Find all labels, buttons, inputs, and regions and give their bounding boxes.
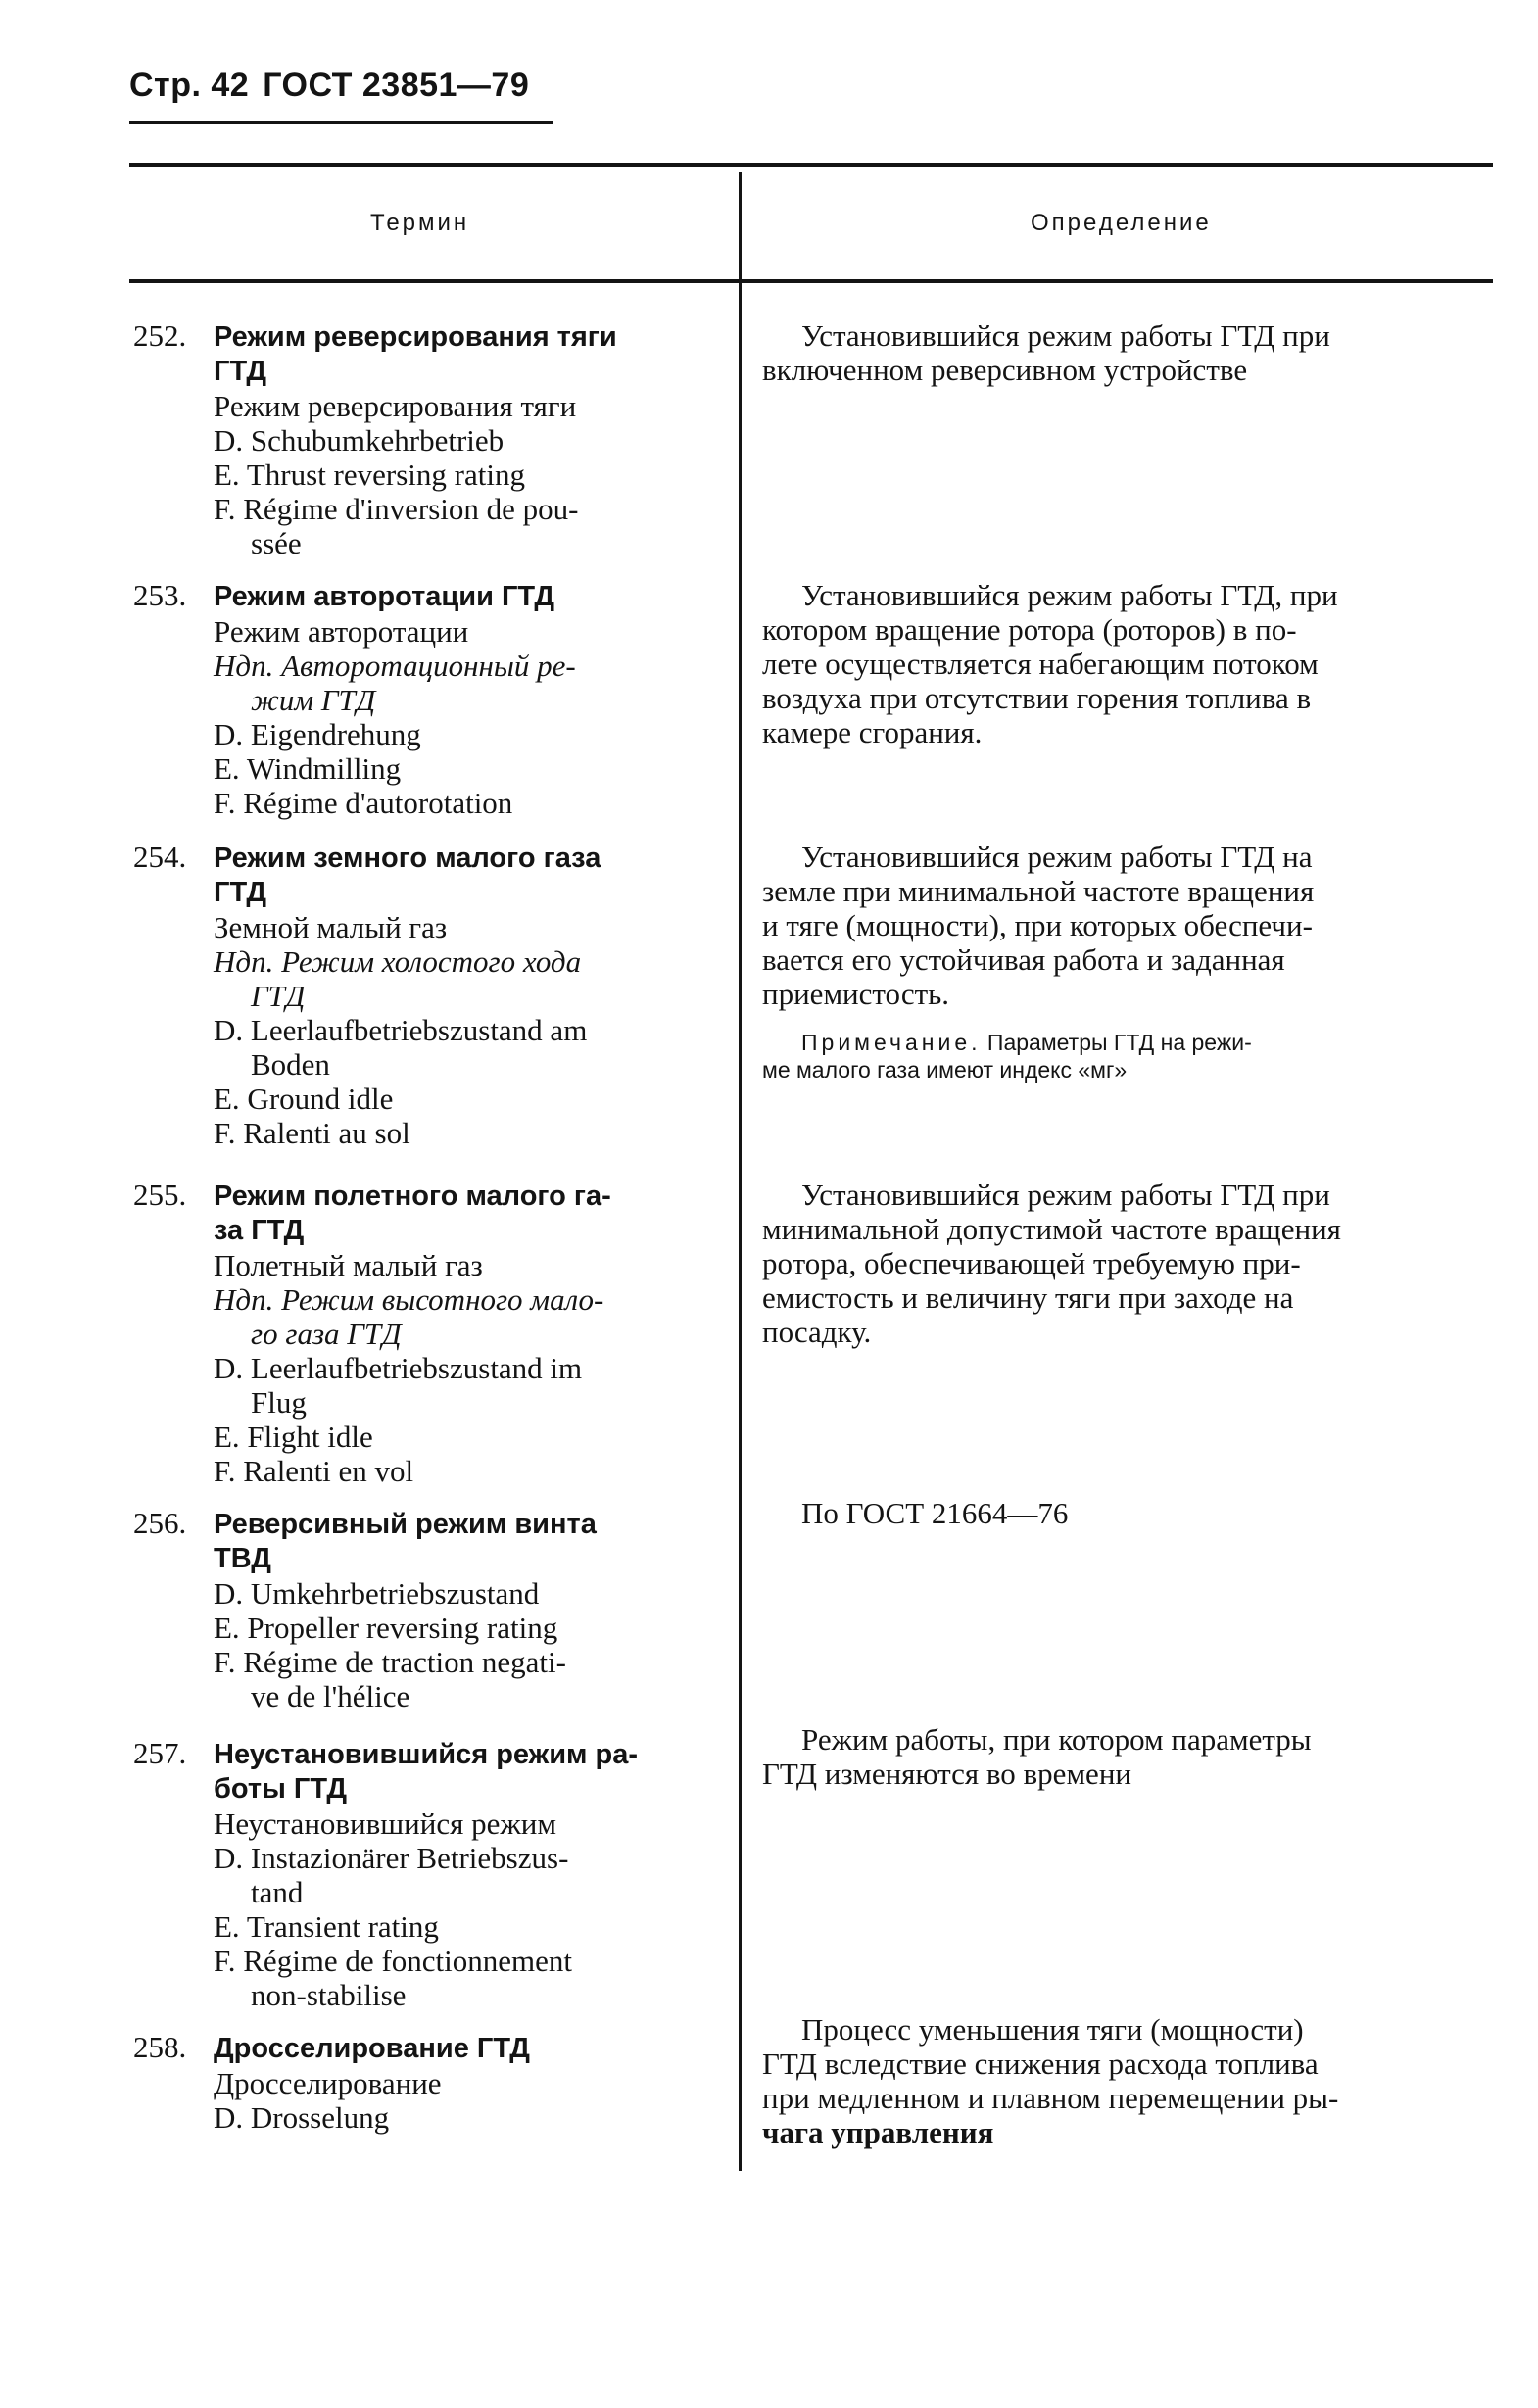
term-title: Неустановившийся режим ра- <box>214 1739 639 1770</box>
term-french: F. Ralenti en vol <box>214 1454 414 1488</box>
term-french-cont: ve de l'hélice <box>251 1679 410 1713</box>
term-number: 253. <box>133 578 187 612</box>
definition-line: включенном реверсивном устройстве <box>762 353 1248 387</box>
definition-line: и тяге (мощности), при которых обеспечи- <box>762 908 1313 942</box>
term-french: F. Régime de fonctionnement <box>214 1944 572 1978</box>
definition-line: ротора, обеспечивающей требуемую при- <box>762 1246 1301 1280</box>
term-german-cont: Flug <box>251 1385 307 1420</box>
definition-note-cont: ме малого газа имеют индекс «мг» <box>762 1057 1128 1083</box>
definition-line: лете осуществляется набегающим потоком <box>762 647 1319 681</box>
definition-255 <box>762 1178 1507 1349</box>
term-entry-257 <box>133 1736 721 2012</box>
term-english: E. Transient rating <box>214 1909 439 1944</box>
term-deprecated: Ндп. Режим высотного мало- <box>214 1282 604 1317</box>
term-number: 254. <box>133 840 187 874</box>
definition-line: ГТД изменяются во времени <box>762 1757 1131 1791</box>
term-french-cont: non-stabilise <box>251 1978 407 2012</box>
term-title: Режим полетного малого га- <box>214 1180 611 1212</box>
term-deprecated: Ндп. Режим холостого хода <box>214 944 582 979</box>
definition-line: ГТД вследствие снижения расхода топлива <box>762 2047 1319 2081</box>
term-entry-255 <box>133 1178 721 1488</box>
term-number: 252. <box>133 318 187 353</box>
term-german: D. Instazionärer Betriebszus- <box>214 1841 569 1875</box>
term-german-cont: tand <box>251 1875 304 1909</box>
term-synonym: Земной малый газ <box>214 910 448 944</box>
term-deprecated-cont: жим ГТД <box>251 683 376 717</box>
term-english: E. Thrust reversing rating <box>214 458 525 492</box>
definition-254 <box>762 840 1507 1084</box>
term-title: Режим авторотации ГТД <box>214 581 555 612</box>
term-german: D. Schubumkehrbetrieb <box>214 423 505 458</box>
term-english: E. Propeller reversing rating <box>214 1611 558 1645</box>
page-label: Стр. 42 <box>129 67 250 104</box>
term-entry-253 <box>133 578 721 820</box>
term-french: F. Régime d'autorotation <box>214 786 513 820</box>
term-entry-254 <box>133 840 721 1150</box>
column-header-definition: Определение <box>1031 210 1212 236</box>
term-number: 258. <box>133 2030 187 2064</box>
column-header-term: Термин <box>370 210 470 236</box>
term-deprecated: Ндп. Авторотационный ре- <box>214 649 576 683</box>
term-french: F. Régime de traction negati- <box>214 1645 566 1679</box>
definition-line: Установившийся режим работы ГТД при <box>801 1178 1330 1212</box>
definition-line: земле при минимальной частоте вращения <box>762 874 1315 908</box>
definition-line: при медленном и плавном перемещении ры- <box>762 2081 1339 2115</box>
definition-256 <box>762 1496 1507 1530</box>
term-french-cont: ssée <box>251 526 302 560</box>
term-entry-256 <box>133 1506 721 1713</box>
term-deprecated-cont: ГТД <box>251 979 306 1013</box>
column-divider <box>739 172 742 2171</box>
definition-note <box>762 1029 1507 1056</box>
definition-line: воздуха при отсутствии горения топлива в <box>762 681 1312 715</box>
term-french: F. Ralenti au sol <box>214 1116 410 1150</box>
term-english: E. Ground idle <box>214 1082 394 1116</box>
definition-line: Процесс уменьшения тяги (мощности) <box>801 2012 1304 2047</box>
note-text: Параметры ГТД на режи- <box>986 1030 1252 1055</box>
definition-253 <box>762 578 1507 749</box>
term-english: E. Flight idle <box>214 1420 373 1454</box>
term-title: Реверсивный режим винта <box>214 1509 597 1540</box>
note-label: Примечание. <box>801 1030 982 1055</box>
term-german: D. Eigendrehung <box>214 717 421 751</box>
term-english: E. Windmilling <box>214 751 402 786</box>
term-deprecated-cont: го газа ГТД <box>251 1317 402 1351</box>
definition-line: Установившийся режим работы ГТД, при <box>801 578 1338 612</box>
term-synonym: Дросселирование <box>214 2066 442 2100</box>
term-entry-258 <box>133 2030 721 2135</box>
term-synonym: Полетный малый газ <box>214 1248 483 1282</box>
header-underline <box>129 121 553 124</box>
term-title-cont: ГТД <box>214 356 267 387</box>
definition-line: Режим работы, при котором параметры <box>801 1722 1312 1757</box>
term-german-cont: Boden <box>251 1047 330 1082</box>
term-german: D. Leerlaufbetriebszustand am <box>214 1013 588 1047</box>
definition-line: приемистость. <box>762 977 950 1011</box>
term-number: 257. <box>133 1736 187 1770</box>
standard-number: ГОСТ 23851—79 <box>263 67 530 104</box>
definition-line: чага управления <box>762 2115 994 2149</box>
term-number: 255. <box>133 1178 187 1212</box>
term-synonym: Неустановившийся режим <box>214 1806 556 1841</box>
definition-line: емистость и величину тяги при заходе на <box>762 1280 1294 1315</box>
table-header-rule <box>129 279 1493 283</box>
term-title: Дросселирование ГТД <box>214 2033 530 2064</box>
definition-line: котором вращение ротора (роторов) в по- <box>762 612 1297 647</box>
term-german: D. Drosselung <box>214 2100 390 2135</box>
definition-252 <box>762 318 1507 387</box>
term-title: Режим земного малого газа <box>214 843 601 874</box>
term-german: D. Umkehrbetriebszustand <box>214 1576 540 1611</box>
term-synonym: Режим авторотации <box>214 614 469 649</box>
definition-line: минимальной допустимой частоте вращения <box>762 1212 1341 1246</box>
definition-257 <box>762 1722 1507 1791</box>
definition-line: посадку. <box>762 1315 872 1349</box>
table-top-rule <box>129 163 1493 167</box>
term-title-cont: за ГТД <box>214 1215 305 1246</box>
term-french: F. Régime d'inversion de pou- <box>214 492 579 526</box>
term-german: D. Leerlaufbetriebszustand im <box>214 1351 583 1385</box>
term-title-cont: ГТД <box>214 877 267 908</box>
page-header <box>129 67 543 105</box>
term-title-cont: боты ГТД <box>214 1773 348 1805</box>
definition-258 <box>762 2012 1507 2149</box>
definition-line: Установившийся режим работы ГТД при <box>801 318 1330 353</box>
term-synonym: Режим реверсирования тяги <box>214 389 577 423</box>
term-number: 256. <box>133 1506 187 1540</box>
definition-line: вается его устойчивая работа и заданная <box>762 942 1285 977</box>
term-title-cont: ТВД <box>214 1543 271 1574</box>
definition-line: Установившийся режим работы ГТД на <box>801 840 1313 874</box>
definition-line: камере сгорания. <box>762 715 983 749</box>
term-entry-252 <box>133 318 721 560</box>
definition-line: По ГОСТ 21664—76 <box>801 1496 1069 1530</box>
term-title: Режим реверсирования тяги <box>214 321 617 353</box>
